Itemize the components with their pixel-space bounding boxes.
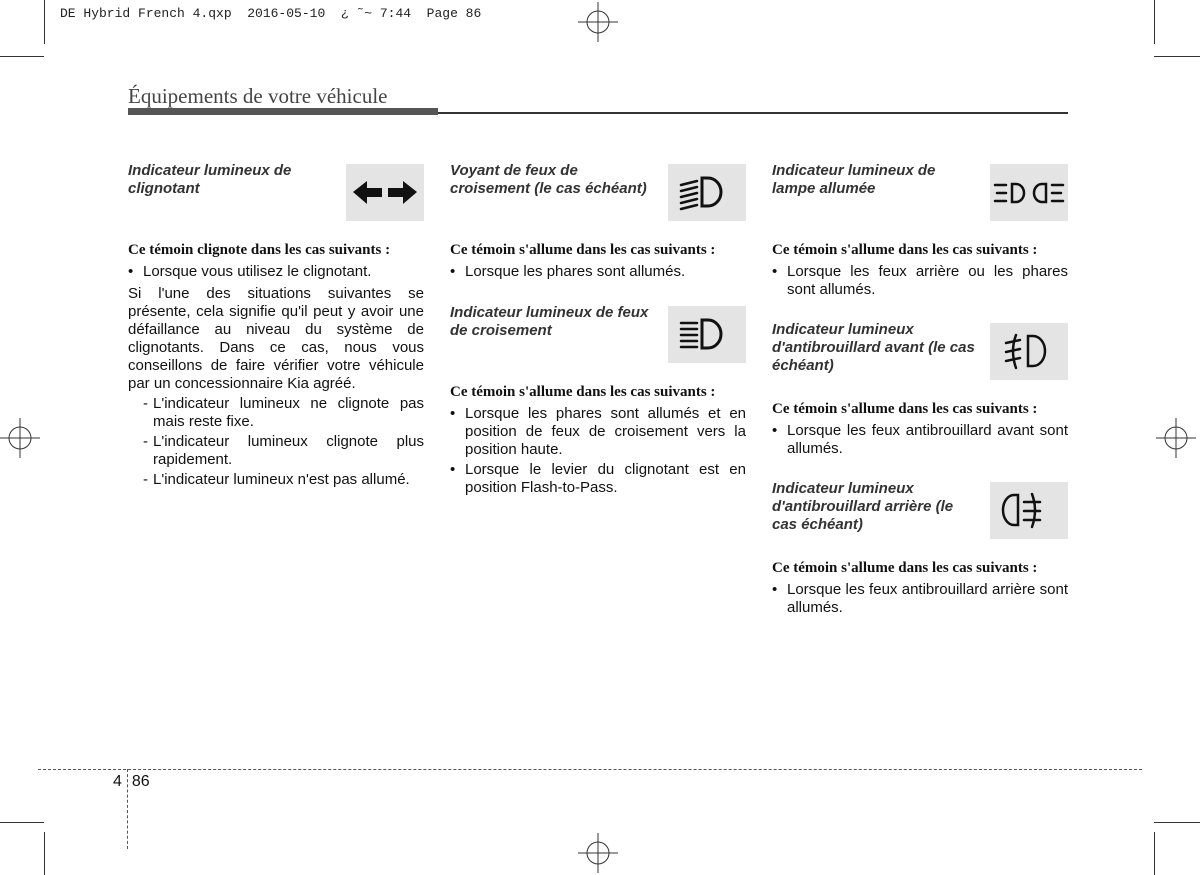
high-beam-section bbox=[450, 304, 746, 497]
crop-mark bbox=[1154, 822, 1200, 823]
front-fog-lamp-icon bbox=[990, 323, 1068, 380]
registration-mark-icon bbox=[578, 2, 618, 42]
section-header bbox=[450, 304, 746, 364]
turn-signal-section bbox=[128, 162, 424, 489]
section-title: Indicateur lumineux de feux de croisement bbox=[450, 304, 649, 339]
indicator-icon-box bbox=[668, 164, 746, 221]
list-item: • Lorsque le levier du clignotant est en position Flash-to-Pass. bbox=[450, 461, 746, 497]
section-header bbox=[128, 162, 424, 222]
list-item-text: L'indicateur lumineux clignote plus rapidement. bbox=[153, 433, 424, 468]
list-item: • Lorsque les phares sont allumés. bbox=[450, 263, 746, 281]
position-lamp-section bbox=[772, 162, 1068, 299]
section-header bbox=[772, 321, 1068, 381]
crop-mark bbox=[1154, 56, 1200, 57]
print-slug: DE Hybrid French 4.qxp 2016-05-10 ¿ ˜~ 7:44 Page 86 bbox=[60, 6, 482, 21]
list-item: - L'indicateur lumineux n'est pas allumé. bbox=[143, 471, 410, 488]
list-item: • Lorsque les feux arrière ou les phares sont allumés. bbox=[772, 263, 1068, 299]
section-title: Indicateur lumineux d'antibrouillard avant (le cas échéant) bbox=[772, 321, 975, 374]
registration-mark-icon bbox=[1156, 418, 1196, 458]
section-number: 4 bbox=[113, 773, 122, 790]
footer-divider bbox=[38, 769, 1142, 770]
title-divider-accent bbox=[128, 108, 438, 115]
list-item: • Lorsque vous utilisez le clignotant. bbox=[128, 263, 424, 281]
page-number-value: 86 bbox=[131, 773, 150, 790]
section-lead: Ce témoin clignote dans les cas suivants : bbox=[128, 242, 391, 258]
registration-mark-icon bbox=[578, 833, 618, 873]
list-item-text: L'indicateur lumineux n'est pas allumé. bbox=[153, 471, 410, 488]
crop-mark bbox=[0, 56, 44, 57]
section-lead: Ce témoin s'allume dans les cas suivants : bbox=[772, 560, 1038, 576]
list-item: - L'indicateur lumineux ne clignote pas mais reste fixe. bbox=[143, 395, 424, 430]
section-lead: Ce témoin s'allume dans les cas suivants : bbox=[772, 242, 1038, 258]
section-header bbox=[772, 162, 1068, 222]
section-title: Voyant de feux de croisement (le cas échéant) bbox=[450, 162, 647, 197]
rear-fog-section bbox=[772, 480, 1068, 617]
front-fog-section bbox=[772, 321, 1068, 458]
high-beam-icon bbox=[668, 306, 746, 363]
crop-mark bbox=[44, 832, 45, 875]
section-lead: Ce témoin s'allume dans les cas suivants : bbox=[772, 401, 1038, 417]
list-item: • Lorsque les phares sont allumés et en position de feux de croisement vers la position haute. bbox=[450, 405, 746, 459]
section-header bbox=[772, 480, 1068, 540]
turn-signal-arrows-icon bbox=[346, 164, 424, 221]
rear-fog-lamp-icon bbox=[990, 482, 1068, 539]
list-item: • Lorsque les feux antibrouillard avant sont allumés. bbox=[772, 422, 1068, 458]
section-title: Indicateur lumineux d'antibrouillard arrière (le cas échéant) bbox=[772, 480, 954, 533]
position-lamp-icon bbox=[990, 164, 1068, 221]
section-header bbox=[450, 162, 746, 222]
crop-mark bbox=[44, 0, 45, 44]
crop-mark bbox=[0, 822, 44, 823]
section-paragraph: Si l'une des situations suivantes se présente, cela signifie qu'il peut y avoir une défaillance au niveau du système de clignotants. Dans ce cas, nous vous conseillons de faire vérifier votre véhicule par un concessionnaire Kia agréé. bbox=[128, 285, 424, 392]
indicator-icon-box bbox=[990, 482, 1068, 539]
section-lead: Ce témoin s'allume dans les cas suivants : bbox=[450, 384, 716, 400]
list-item-text: L'indicateur lumineux ne clignote pas mais reste fixe. bbox=[153, 395, 424, 430]
section-lead: Ce témoin s'allume dans les cas suivants : bbox=[450, 242, 716, 258]
indicator-icon-box bbox=[990, 323, 1068, 380]
section-title: Indicateur lumineux de lampe allumée bbox=[772, 162, 936, 197]
low-beam-section bbox=[450, 162, 746, 281]
list-item: - L'indicateur lumineux clignote plus rapidement. bbox=[143, 433, 424, 468]
indicator-icon-box bbox=[346, 164, 424, 221]
crop-mark bbox=[1154, 832, 1155, 875]
column-2 bbox=[450, 162, 746, 499]
section-title: Indicateur lumineux de clignotant bbox=[128, 162, 292, 197]
page-number bbox=[113, 773, 150, 791]
crop-mark bbox=[1154, 0, 1155, 44]
registration-mark-icon bbox=[0, 418, 40, 458]
indicator-icon-box bbox=[668, 306, 746, 363]
column-3 bbox=[772, 162, 1068, 619]
low-beam-icon bbox=[668, 164, 746, 221]
page-title: Équipements de votre véhicule bbox=[128, 84, 388, 108]
column-1 bbox=[128, 162, 424, 491]
indicator-icon-box bbox=[990, 164, 1068, 221]
list-item: • Lorsque les feux antibrouillard arrière sont allumés. bbox=[772, 581, 1068, 617]
